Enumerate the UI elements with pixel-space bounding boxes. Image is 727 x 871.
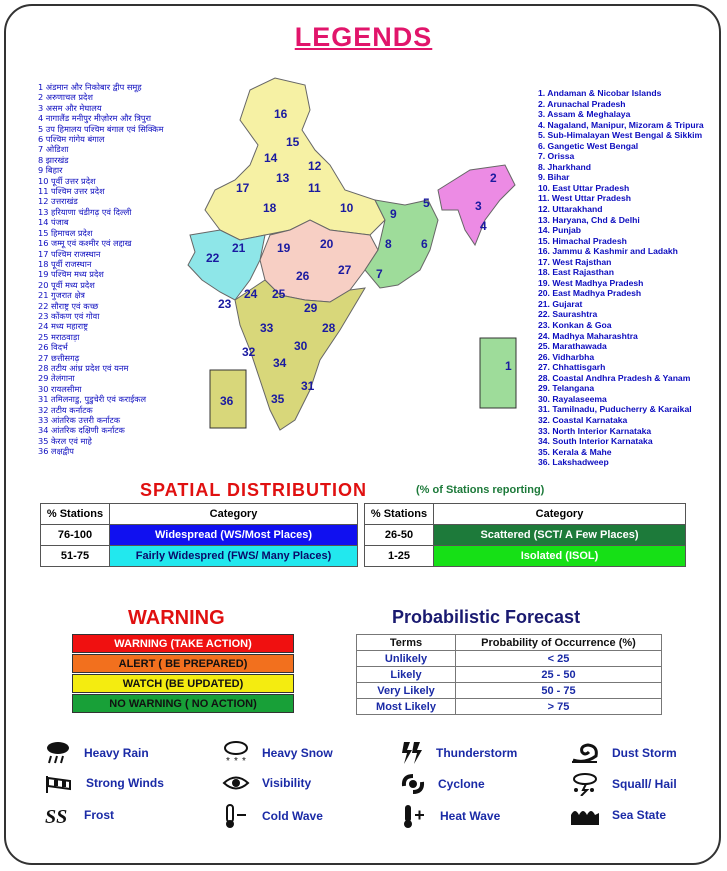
map-region-number: 3: [475, 199, 482, 213]
english-subdivision-item: 14. Punjab: [538, 225, 581, 236]
col-category: Category: [434, 504, 686, 525]
col-terms: Terms: [357, 635, 456, 651]
prob-cell: > 75: [456, 699, 662, 715]
map-region-number: 28: [322, 321, 336, 335]
map-region-number: 33: [260, 321, 274, 335]
map-region-number: 7: [376, 267, 383, 281]
category-cell: Widespread (WS/Most Places): [110, 525, 358, 546]
hindi-subdivision-item: 23 कोंकण एवं गोवा: [38, 310, 100, 321]
label: Heavy Snow: [262, 746, 333, 760]
range-cell: 51-75: [41, 546, 110, 567]
map-region-number: 36: [220, 394, 234, 408]
hindi-subdivision-item: 3 असम और मेघालय: [38, 102, 102, 113]
hindi-subdivision-list: [38, 82, 164, 457]
english-subdivision-item: 18. East Rajasthan: [538, 267, 614, 278]
warning-level-green: NO WARNING ( NO ACTION): [72, 694, 294, 713]
map-region-number: 32: [242, 345, 256, 359]
english-subdivision-item: 36. Lakshadweep: [538, 457, 609, 468]
region-north: [205, 78, 385, 240]
english-subdivision-item: 22. Saurashtra: [538, 309, 598, 320]
english-subdivision-item: 7. Orissa: [538, 151, 575, 162]
hindi-subdivision-item: 25 मराठवाड़ा: [38, 331, 80, 342]
label: Sea State: [612, 808, 667, 822]
hindi-subdivision-item: 21 गुजरात क्षेत्र: [38, 290, 85, 301]
category-cell: Isolated (ISOL): [434, 546, 686, 567]
map-region-number: 26: [296, 269, 310, 283]
thunderstorm-icon: [400, 740, 424, 766]
hindi-subdivision-item: 18 पूर्वी राजस्थान: [38, 258, 92, 269]
svg-text:*: *: [234, 756, 238, 766]
map-region-number: 6: [421, 237, 428, 251]
map-region-number: 8: [385, 237, 392, 251]
english-subdivision-item: 15. Himachal Pradesh: [538, 235, 627, 246]
cold-wave-icon: [222, 803, 250, 829]
map-region-number: 9: [390, 207, 397, 221]
english-subdivision-item: 12. Uttarakhand: [538, 204, 603, 215]
english-subdivision-item: 13. Haryana, Chd & Delhi: [538, 214, 640, 225]
map-region-number: 29: [304, 301, 318, 315]
map-region-number: 19: [277, 241, 291, 255]
legend-heat-wave: [400, 803, 500, 829]
english-subdivision-item: 20. East Madhya Pradesh: [538, 288, 642, 299]
hindi-subdivision-item: 36 लक्षद्वीप: [38, 446, 74, 457]
english-subdivision-item: 6. Gangetic West Bengal: [538, 140, 639, 151]
english-subdivision-item: 33. North Interior Karnataka: [538, 425, 652, 436]
english-subdivision-item: 1. Andaman & Nicobar Islands: [538, 88, 662, 98]
map-region-number: 22: [206, 251, 220, 265]
col-category: Category: [110, 504, 358, 525]
legends-title: LEGENDS: [294, 22, 433, 52]
legend-dust-storm: [570, 740, 677, 766]
map-region-number: 35: [271, 392, 285, 406]
english-subdivision-item: 8. Jharkhand: [538, 161, 592, 172]
category-cell: Fairly Widespred (FWS/ Many Places): [110, 546, 358, 567]
map-region-number: 15: [286, 135, 300, 149]
english-subdivision-item: 26. Vidharbha: [538, 351, 595, 362]
english-subdivision-item: 32. Coastal Karnataka: [538, 414, 628, 425]
english-subdivision-item: 34. South Interior Karnataka: [538, 436, 653, 447]
map-region-number: 4: [480, 219, 487, 233]
english-subdivision-item: 16. Jammu & Kashmir and Ladakh: [538, 246, 678, 257]
map-region-number: 21: [232, 241, 246, 255]
hindi-subdivision-item: 17 पश्चिम राजस्थान: [38, 248, 101, 259]
label: Thunderstorm: [436, 746, 518, 760]
legend-sea-state: [570, 803, 666, 827]
english-subdivision-item: 19. West Madhya Pradesh: [538, 277, 644, 288]
category-cell: Scattered (SCT/ A Few Places): [434, 525, 686, 546]
hindi-subdivision-item: 14 पंजाब: [38, 217, 69, 228]
map-region-number: 18: [263, 201, 277, 215]
english-subdivision-item: 17. West Rajsthan: [538, 256, 612, 267]
hindi-subdivision-item: 8 झारखंड: [38, 154, 69, 165]
col-stations: % Stations: [41, 504, 110, 525]
sea-state-icon: [570, 803, 600, 827]
english-subdivision-item: 24. Madhya Maharashtra: [538, 330, 638, 341]
col-stations: % Stations: [365, 504, 434, 525]
probabilistic-title: Probabilistic Forecast: [392, 607, 581, 627]
warning-level-orange: ALERT ( BE PREPARED): [72, 654, 294, 673]
hindi-subdivision-item: 22 सौराष्ट्र एवं कच्छ: [38, 300, 99, 311]
label: Cyclone: [438, 777, 485, 791]
hindi-subdivision-item: 16 जम्मू एवं कश्मीर एवं लद्दाख: [38, 238, 132, 249]
prob-cell: 25 - 50: [456, 667, 662, 683]
hindi-subdivision-item: 30 रायलसीमा: [38, 383, 82, 394]
label: Visibility: [262, 776, 312, 790]
heavy-snow-icon: [222, 740, 250, 766]
warning-title: WARNING: [128, 607, 225, 629]
english-subdivision-item: 23. Konkan & Goa: [538, 320, 612, 331]
spatial-subtitle: (% of Stations reporting): [416, 484, 545, 496]
hindi-subdivision-item: 15 हिमाचल प्रदेश: [38, 227, 93, 238]
hindi-subdivision-item: 13 हरियाणा चंडीगढ़ एवं दिल्ली: [38, 206, 132, 217]
label: Strong Winds: [86, 776, 164, 790]
legend-heavy-snow: [222, 740, 333, 766]
svg-text:*: *: [226, 756, 230, 766]
english-subdivision-item: 11. West Uttar Pradesh: [538, 193, 631, 204]
visibility-icon: [222, 772, 250, 794]
label: Squall/ Hail: [612, 777, 677, 791]
english-subdivision-item: 10. East Uttar Pradesh: [538, 182, 630, 193]
hindi-subdivision-item: 24 मध्य महाराष्ट्र: [38, 321, 88, 332]
english-subdivision-item: 9. Bihar: [538, 172, 570, 183]
map-region-number: 11: [308, 181, 321, 195]
map-region-number: 12: [308, 159, 322, 173]
map-region-number: 25: [272, 287, 286, 301]
svg-text:SS: SS: [45, 806, 68, 827]
english-subdivision-item: 28. Coastal Andhra Pradesh & Yanam: [538, 372, 691, 383]
heat-wave-icon: [400, 803, 428, 829]
map-region-number: 10: [340, 201, 354, 215]
strong-winds-icon: [44, 772, 74, 794]
hindi-subdivision-item: 2 अरुणाचल प्रदेश: [38, 92, 93, 103]
hindi-subdivision-item: 20 पूर्वी मध्य प्रदेश: [38, 279, 95, 290]
english-subdivision-item: 30. Rayalaseema: [538, 393, 607, 404]
term-cell: Unlikely: [357, 651, 456, 667]
legend-strong-winds: [44, 772, 164, 794]
prob-cell: < 25: [456, 651, 662, 667]
legend-cold-wave: [222, 803, 323, 829]
hindi-subdivision-item: 34 आंतरिक दक्षिणी कर्नाटक: [38, 425, 125, 436]
dust-storm-icon: [570, 740, 600, 766]
legend-visibility: [222, 772, 311, 794]
term-cell: Most Likely: [357, 699, 456, 715]
hindi-subdivision-item: 4 नागालैंड मनीपुर मीज़ोरम और त्रिपुरा: [38, 113, 152, 124]
spatial-title: SPATIAL DISTRIBUTION: [140, 480, 367, 500]
range-cell: 1-25: [365, 546, 434, 567]
hindi-subdivision-item: 31 तमिलनाडु, पुडुचेरी एवं कराईकल: [38, 394, 147, 405]
map-region-number: 13: [276, 171, 290, 185]
range-cell: 76-100: [41, 525, 110, 546]
english-subdivision-item: 25. Marathawada: [538, 341, 607, 352]
hindi-subdivision-item: 33 आंतरिक उत्तरी कर्नाटक: [38, 415, 120, 425]
english-subdivision-list: [538, 88, 704, 468]
hindi-subdivision-item: 11 पश्चिम उत्तर प्रदेश: [38, 186, 105, 197]
english-subdivision-item: 29. Telangana: [538, 383, 595, 394]
map-region-number: 30: [294, 339, 308, 353]
cyclone-icon: [400, 772, 426, 796]
hindi-subdivision-item: 26 विदर्भ: [38, 342, 68, 353]
hindi-subdivision-item: 5 उप हिमालय पश्चिम बंगाल एवं सिक्किम: [38, 123, 164, 134]
label: Heavy Rain: [84, 746, 149, 760]
english-subdivision-item: 31. Tamilnadu, Puducherry & Karaikal: [538, 404, 692, 415]
english-subdivision-item: 4. Nagaland, Manipur, Mizoram & Tripura: [538, 119, 704, 130]
hindi-subdivision-item: 7 ओडिशा: [38, 144, 69, 155]
hindi-subdivision-item: 28 तटीय आंध्र प्रदेश एवं यनम: [38, 362, 129, 373]
probability-table: [356, 634, 662, 715]
map-region-number: 20: [320, 237, 334, 251]
map-region-number: 24: [244, 287, 258, 301]
heavy-rain-icon: [44, 740, 72, 766]
hindi-subdivision-item: 9 बिहार: [38, 165, 63, 176]
term-cell: Very Likely: [357, 683, 456, 699]
map-region-number: 17: [236, 181, 250, 195]
hindi-subdivision-item: 10 पूर्वी उत्तर प्रदेश: [38, 175, 96, 186]
map-region-number: 34: [273, 356, 287, 370]
english-subdivision-item: 5. Sub-Himalayan West Bengal & Sikkim: [538, 130, 703, 141]
label: Heat Wave: [440, 809, 501, 823]
label: Dust Storm: [612, 746, 677, 760]
map-region-number: 31: [301, 379, 315, 393]
english-subdivision-item: 27. Chhattisgarh: [538, 362, 606, 373]
map-region-number: 16: [274, 107, 288, 121]
legend-heavy-rain: [44, 740, 149, 766]
legend-thunderstorm: [400, 740, 517, 766]
frost-icon: [44, 803, 72, 827]
india-subdivision-map: [180, 70, 540, 440]
hindi-subdivision-item: 6 पश्चिम गांगेय बंगाल: [38, 134, 105, 145]
warning-level-red: WARNING (TAKE ACTION): [72, 634, 294, 653]
label: Frost: [84, 808, 114, 822]
hindi-subdivision-item: 19 पश्चिम मध्य प्रदेश: [38, 269, 104, 280]
map-region-number: 23: [218, 297, 232, 311]
spatial-table-right: [364, 503, 686, 567]
map-region-number: 14: [264, 151, 278, 165]
map-region-number: 27: [338, 263, 352, 277]
legend-frost: [44, 803, 114, 827]
english-subdivision-item: 2. Arunachal Pradesh: [538, 98, 626, 109]
legend-squall-hail: [570, 772, 677, 796]
english-subdivision-item: 3. Assam & Meghalaya: [538, 109, 631, 120]
term-cell: Likely: [357, 667, 456, 683]
warning-levels: [72, 634, 294, 714]
hindi-subdivision-item: 1 अंडमान और निकोबार द्वीप समूह: [38, 82, 142, 92]
warning-level-yellow: WATCH (BE UPDATED): [72, 674, 294, 693]
english-subdivision-item: 35. Kerala & Mahe: [538, 446, 612, 457]
english-subdivision-item: 21. Gujarat: [538, 298, 583, 309]
spatial-table-left: [40, 503, 358, 567]
label: Cold Wave: [262, 809, 323, 823]
svg-text:*: *: [242, 756, 246, 766]
hindi-subdivision-item: 12 उत्तराखंड: [38, 196, 78, 207]
squall-hail-icon: [570, 772, 600, 796]
hindi-subdivision-item: 32 तटीय कर्नाटक: [38, 404, 93, 415]
map-region-number: 2: [490, 171, 497, 185]
legend-cyclone: [400, 772, 485, 796]
hindi-subdivision-item: 29 तेलंगाना: [38, 373, 75, 384]
col-probability: Probability of Occurrence (%): [456, 635, 662, 651]
map-region-number: 5: [423, 196, 430, 210]
prob-cell: 50 - 75: [456, 683, 662, 699]
andaman-box: [480, 338, 516, 408]
map-region-number: 1: [505, 359, 512, 373]
hindi-subdivision-item: 35 केरल एवं माहे: [38, 435, 92, 446]
range-cell: 26-50: [365, 525, 434, 546]
hindi-subdivision-item: 27 छत्तीसगढ़: [38, 352, 80, 363]
